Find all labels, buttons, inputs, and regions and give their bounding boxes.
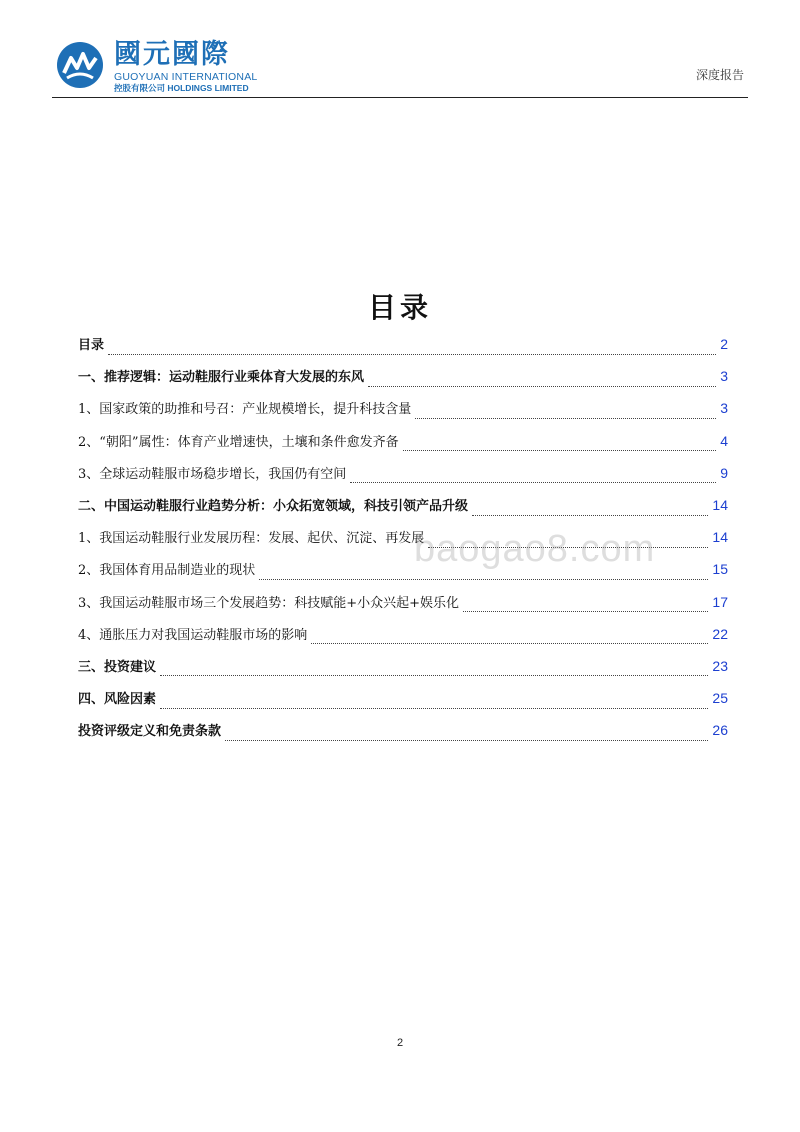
guoyuan-logo-icon [55,40,105,90]
toc-entry-label: 投资评级定义和免责条款 [78,724,222,740]
toc-leader-dots [108,354,716,355]
toc-leader-dots [463,611,708,612]
page-header [52,38,748,98]
toc-entry-label: 1、国家政策的助推和号召：产业规模增长，提升科技含量 [78,402,412,418]
toc-entry-page[interactable]: 9 [720,464,728,481]
toc-entry-label: 1、我国运动鞋服行业发展历程：发展、起伏、沉淀、再发展 [78,531,425,547]
toc-entry-section-4[interactable] [78,688,728,720]
toc-entry-label: 3、全球运动鞋服市场稳步增长，我国仍有空间 [78,466,347,482]
toc-entry-disclaimer[interactable] [78,720,728,752]
toc-leader-dots [225,740,708,741]
toc-entry-label: 三、投资建议 [78,659,157,675]
toc-entry-label: 一、推荐逻辑：运动鞋服行业乘体育大发展的东风 [78,370,365,386]
toc-leader-dots [311,643,708,644]
toc-leader-dots [403,450,717,451]
toc-entry-section-1[interactable] [78,366,728,398]
toc-title: 目录 [367,291,432,324]
toc-entry-section-3[interactable] [78,656,728,688]
toc-entry-page[interactable]: 23 [712,657,728,674]
toc-entry-1-1[interactable] [78,398,728,430]
toc-entry-label: 二、中国运动鞋服行业趋势分析：小众拓宽领域，科技引领产品升级 [78,498,469,514]
toc-leader-dots [259,579,708,580]
watermark: baogao8.com [414,528,656,570]
logo-english-name: GUOYUAN INTERNATIONAL [114,71,258,83]
report-type-label: 深度报告 [695,68,744,82]
toc-entry-label: 4、通胀压力对我国运动鞋服市场的影响 [78,627,308,643]
toc-entry-page[interactable]: 25 [712,690,728,707]
toc-entry-1-2[interactable] [78,431,728,463]
logo-holdings-line: 控股有限公司 HOLDINGS LIMITED [114,83,249,93]
toc-entry-page[interactable]: 15 [712,561,728,578]
header-divider [52,97,748,98]
toc-leader-dots [350,482,716,483]
toc-leader-dots [160,708,708,709]
toc-entry-label: 3、我国运动鞋服市场三个发展趋势：科技赋能+小众兴起+娱乐化 [78,595,460,611]
toc-entry-label: 2、“朝阳”属性：体育产业增速快，土壤和条件愈发齐备 [78,434,399,450]
toc-leader-dots [415,418,716,419]
toc-entry-section-2[interactable] [78,495,728,527]
toc-entry-label: 2、我国体育用品制造业的现状 [78,563,256,579]
toc-entry-page[interactable]: 17 [712,593,728,610]
toc-entry-page[interactable]: 14 [712,496,728,513]
toc-entry-label: 四、风险因素 [78,692,157,708]
toc-entry-page[interactable]: 4 [720,432,728,449]
toc-entry-page[interactable]: 26 [712,722,728,739]
toc-entry-2-4[interactable] [78,624,728,656]
toc-entry-2-3[interactable] [78,592,728,624]
toc-leader-dots [368,386,716,387]
logo-chinese-name: 國元國際 [114,39,230,70]
toc-entry-contents[interactable] [78,334,728,366]
toc-entry-page[interactable]: 3 [720,400,728,417]
toc-entry-page[interactable]: 14 [712,529,728,546]
toc-entry-page[interactable]: 2 [720,336,728,352]
toc-leader-dots [160,675,708,676]
page-number: 2 [396,1037,404,1049]
toc-leader-dots [472,515,708,516]
toc-entry-page[interactable]: 22 [712,625,728,642]
toc-entry-page[interactable]: 3 [720,368,728,385]
toc-entry-1-3[interactable] [78,463,728,495]
toc-entry-label: 目录 [78,338,105,353]
